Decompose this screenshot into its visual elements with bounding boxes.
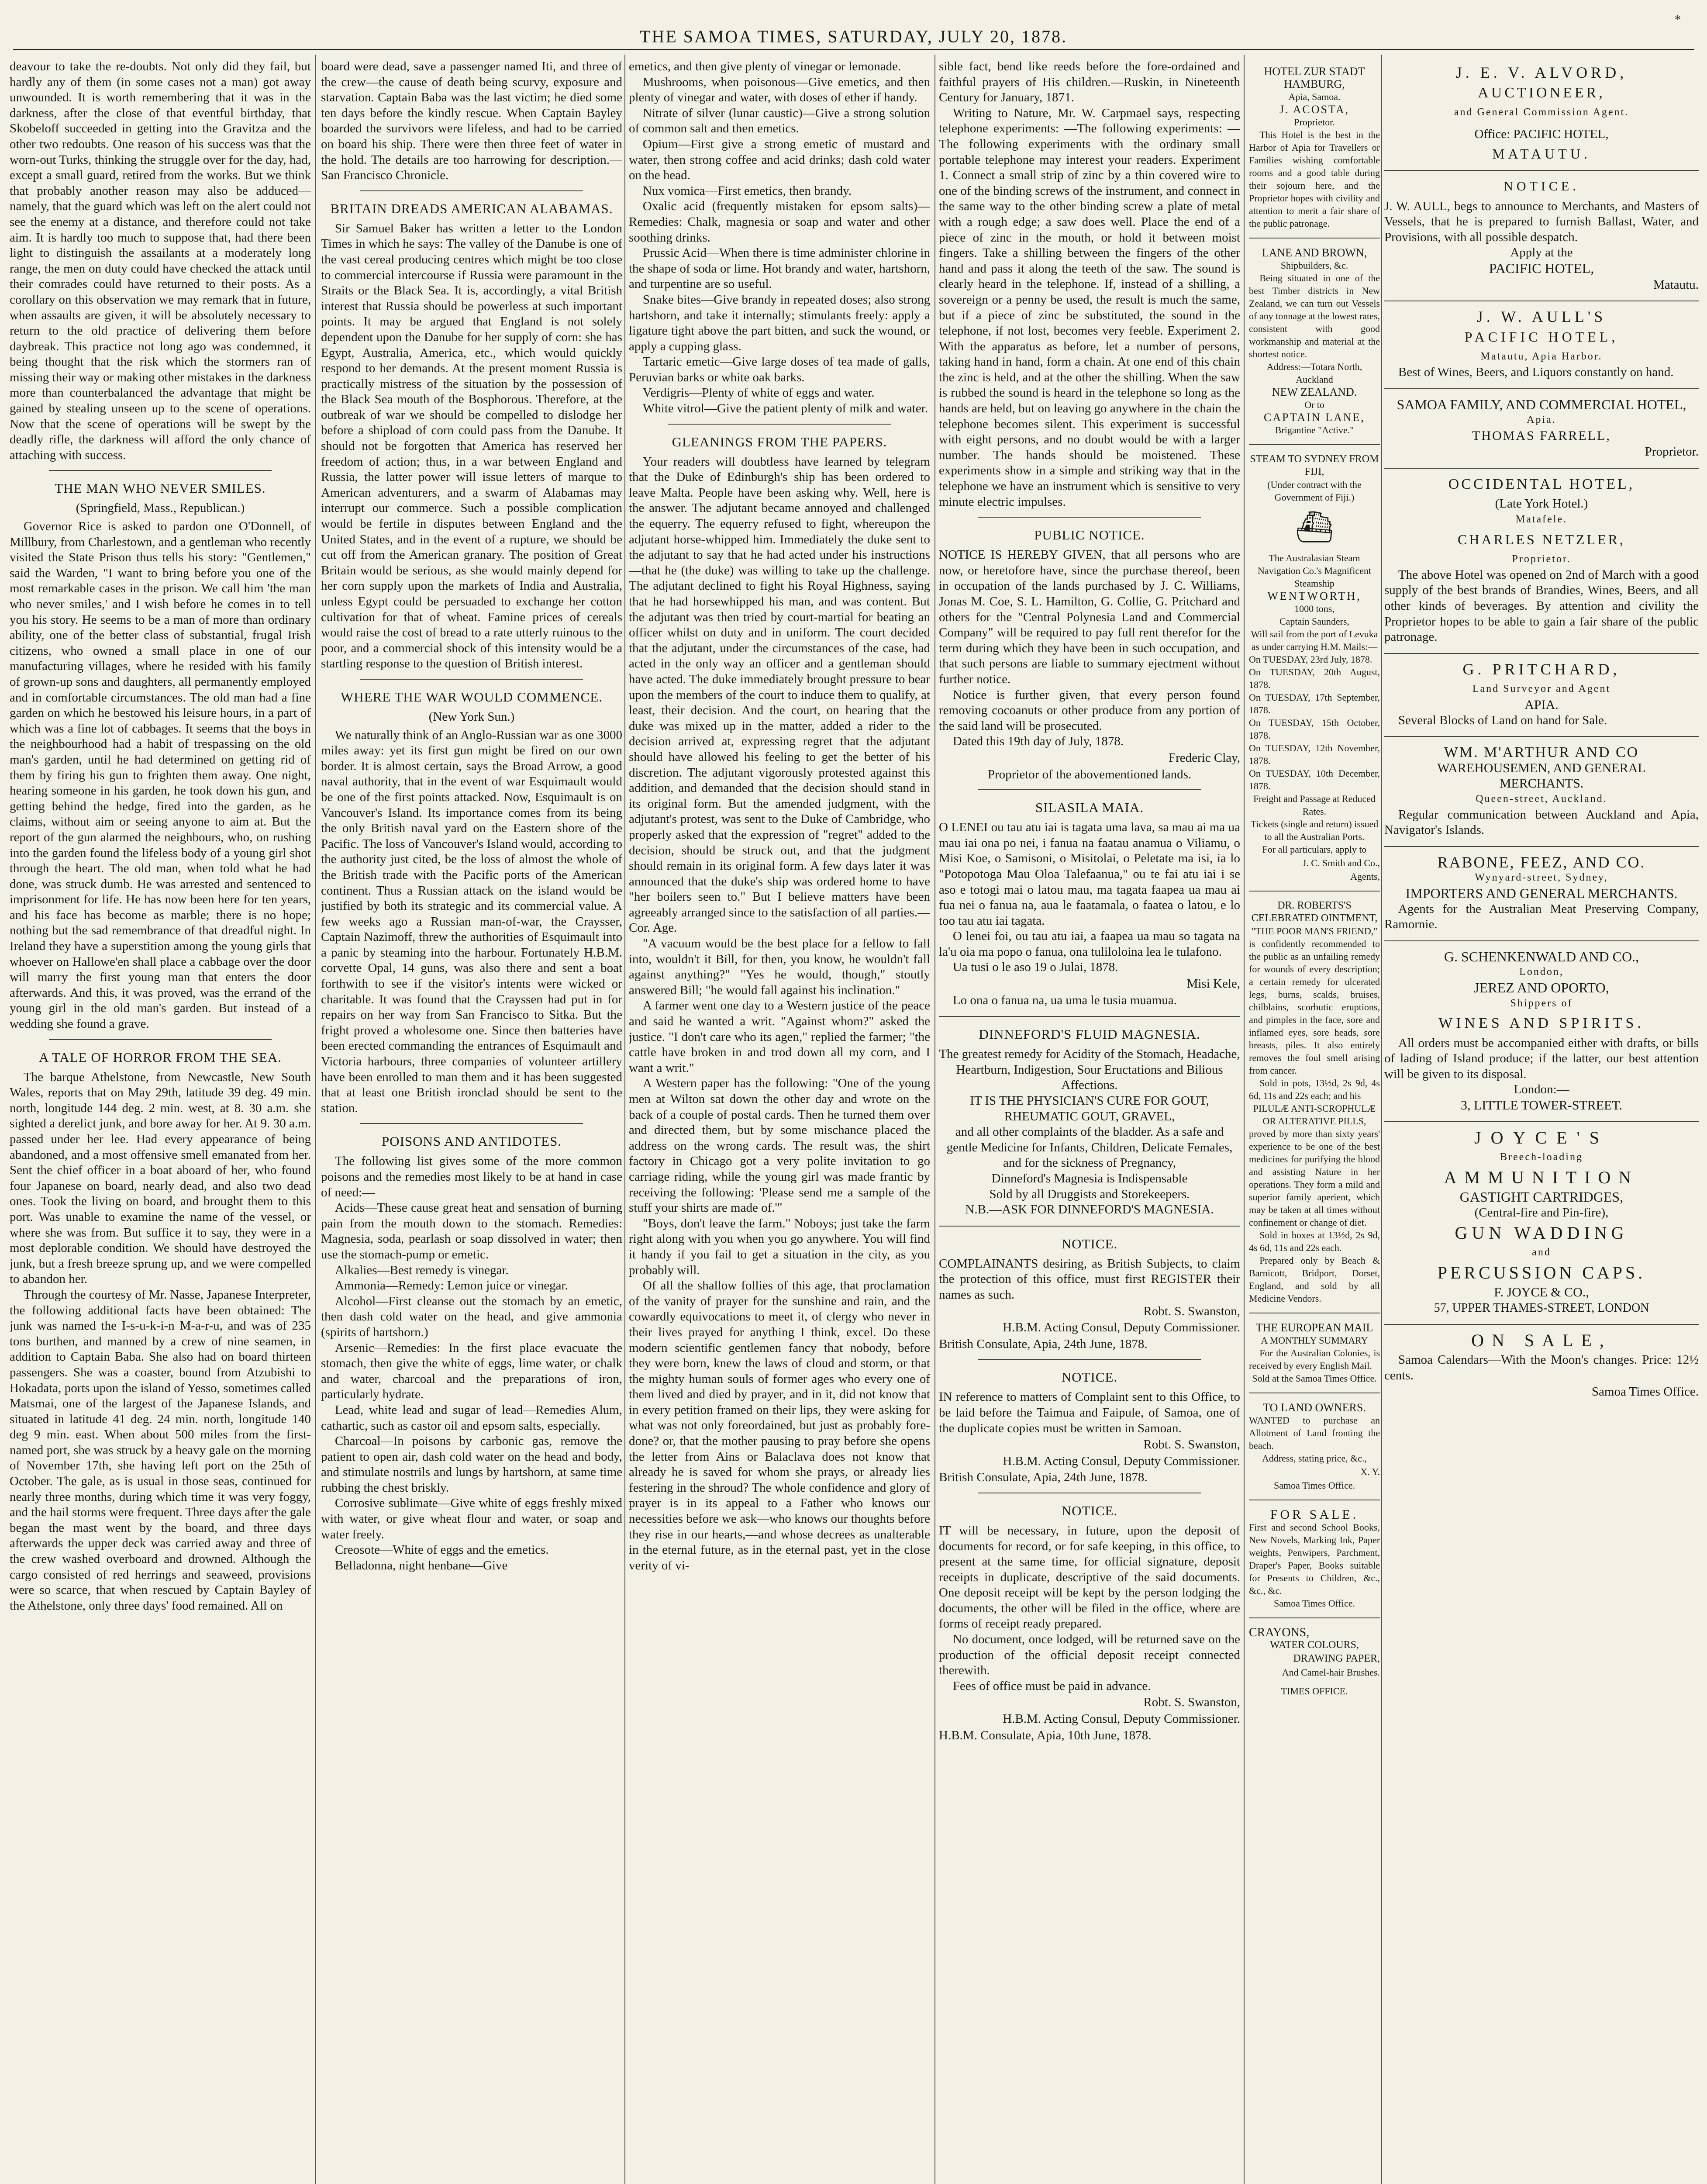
advert-role: Proprietor.: [1645, 445, 1699, 459]
advert-name: J. ACOSTA,: [1279, 103, 1350, 116]
divider: [1384, 736, 1699, 737]
advert-steam-sydney: [1249, 453, 1380, 883]
notice-signature: Robt. S. Swanston,: [1143, 1304, 1240, 1318]
article-text: Creosote—White of eggs and the emetics.: [335, 1543, 549, 1557]
advert-name: CAPTAIN LANE,: [1264, 411, 1365, 424]
advert-text: Matautu.: [1653, 277, 1699, 292]
advert-role: Proprietor.: [1294, 117, 1335, 128]
article-text: emetics, and then give plenty of vinegar or lemonade.: [629, 59, 901, 73]
advert-rabone-feez: [1384, 855, 1699, 933]
advert-title: J. W. AULL'S: [1476, 308, 1607, 326]
advert-subtitle: AUCTIONEER,: [1478, 84, 1605, 101]
advert-subtitle: (Late York Hotel.): [1495, 497, 1588, 511]
advert-name: THOMAS FARRELL,: [1472, 428, 1611, 443]
article-text: Tartaric emetic—Give large doses of tea made of galls, Peruvian barks or white oak barks.: [629, 355, 930, 384]
article-heading: POISONS AND ANTIDOTES.: [381, 1133, 562, 1149]
article-text: Through the courtesy of Mr. Nasse, Japanese Interpreter, the following additional facts have been obtained: The junk was named the I-s-u-k-i-n M-a-r-u, and was of 235 tons burthen, and manned by a crew of nine seamen, in addition to Captain Baba. She also had on board thirteen passengers. She was a coaster, bound from Atzubishi to Hokadata, ports upon the island of Yesso, sometimes called Matsmai, one of the largest of the Japanese Islands, and situated in latitude 41 deg. 24 min. north, longitude 140 deg 9 min. east. When about 500 miles from the first-named port, she was struck by a heavy gale on the morning of November 17th, she having left port on the 25th of October. The gale, as is usual in those seas, continued for nearly three months, during which time it was very foggy, and the hail storms were frequent. Three days after the gale began the mast went by the board, and three days afterwards the upper deck was carried away and three of the crew washed overboard and drowned. Although the cargo consisted of red herrings and seaweed, provisions were so scarce, that when rescued by Captain Bayley of the Athelstone, only three days' food remained. All on: [10, 1287, 311, 1613]
notice-signature: Robt. S. Swanston,: [1143, 1695, 1240, 1710]
advert-text: Sold in pots, 13½d, 2s 9d, 4s 6d, 11s and 22s each; and his: [1249, 1078, 1380, 1101]
advert-role: Proprietor.: [1512, 553, 1571, 565]
article-text: A farmer went one day to a Western justice of the peace and said he wanted a writ. "Against whom?" asked the justice. "I don't care who its agen," replied the farmer; "the cattle have broken in and trod down all my corn, and I want a writ.": [629, 999, 930, 1075]
divider: [360, 190, 583, 191]
notice-text: Lo ona o fanua na, ua uma le tusia muamua.: [952, 993, 1177, 1007]
article-text: The following list gives some of the more common poisons and the remedies most likely to be at hand in case of need:—: [321, 1154, 622, 1199]
advert-text: Captain Saunders,: [1279, 616, 1350, 627]
advert-text: PACIFIC HOTEL,: [1489, 260, 1594, 276]
advert-joyce-cartridges: [1384, 1127, 1699, 1316]
divider: [360, 679, 583, 680]
article-text: Prussic Acid—When there is time administer chlorine in the shape of soda or lime. Hot brandy and water, hartshorn, and turpentine are so useful.: [629, 246, 930, 291]
advert-text: Brigantine "Active.": [1275, 425, 1354, 435]
advert-text: This Hotel is the best in the Harbor of Apia for Travellers or Families wishing comfortable rooms and a good table during their sojourn here, and the Proprietor hopes with civility and attention to merit a fair share of the public patronage.: [1249, 129, 1380, 229]
notice-signature: Misi Kele,: [1186, 977, 1240, 991]
advert-title: G. PRITCHARD,: [1462, 660, 1621, 678]
notice-text: IN reference to matters of Complaint sent to this Office, to be laid before the Taimua and Faipule, of Samoa, one of the duplicate copies must be written in Samoan.: [939, 1390, 1240, 1435]
advert-subtitle: PILULÆ ANTI-SCROPHULÆ OR ALTERATIVE PILLS,: [1253, 1103, 1376, 1127]
advert-title: FOR SALE.: [1270, 1507, 1359, 1522]
article-heading: BRITAIN DREADS AMERICAN ALABAMAS.: [330, 200, 613, 216]
advert-text: X. Y.: [1360, 1466, 1380, 1477]
advert-subtitle: PERCUSSION CAPS.: [1437, 1262, 1646, 1282]
masthead-rule: [13, 49, 1694, 50]
advert-address: Wynyard-street, Sydney,: [1475, 872, 1608, 884]
advert-text: For the Australian Colonies, is received by every English Mail.: [1249, 1348, 1380, 1371]
advert-text: and: [1532, 1247, 1551, 1258]
advert-location: Matafele.: [1515, 514, 1568, 525]
divider: [1384, 468, 1699, 469]
advert-text: Tickets (single and return) issued to all the Australian Ports.: [1250, 819, 1379, 842]
advert-title: RABONE, FEEZ, AND CO.: [1437, 853, 1646, 871]
advert-agent: J. C. Smith and Co.,: [1302, 857, 1380, 868]
masthead: THE SAMOA TIMES, SATURDAY, JULY 20, 1878.: [639, 27, 1068, 46]
advert-agent: Agents,: [1350, 871, 1380, 882]
notice-text: British Consulate, Apia, 24th June, 1878.: [939, 1337, 1148, 1351]
column-6: [1384, 59, 1699, 2184]
notice-signature: H.B.M. Acting Consul, Deputy Commissioner.: [1003, 1712, 1240, 1726]
sailing-date: On TUESDAY, 20th August, 1878.: [1249, 667, 1380, 690]
notice-signature: Robt. S. Swanston,: [1143, 1438, 1240, 1452]
article-heading: A TALE OF HORROR FROM THE SEA.: [38, 1049, 282, 1065]
advert-text: Address, stating price, &c.,: [1262, 1453, 1367, 1464]
advert-text: Prepared only by Beach & Barnicott, Bridport, Dorset, England, and sold by all Medicine Vendors.: [1249, 1255, 1380, 1304]
advert-text: All orders must be accompanied either with drafts, or bills of lading of Island produce; if the latter, our best attention will be given to its disposal.: [1384, 1036, 1699, 1081]
advert-text: and General Commission Agent.: [1454, 107, 1629, 118]
column-divider: [1381, 55, 1382, 2184]
advert-text: WATER COLOURS,: [1269, 1639, 1359, 1651]
article-text: A Western paper has the following: "One of the young men at Wilton sat down the other day and wrote on the back of a couple of postal cards. Then he turned them over and directed them, but by some mischance placed the address on the wrong cards. The result was, the shirt factory in Chicago got a very polite invitation to go carriage riding, while the young girl was made frantic by receiving the following: 'Please send me a sample of the stuff your shirts are made of.'": [629, 1076, 930, 1215]
advert-subtitle: MERCHANTS.: [1499, 776, 1584, 791]
divider: [1384, 388, 1699, 389]
notice-heading: NOTICE.: [1061, 1503, 1118, 1518]
advert-text: Samoa Calendars—With the Moon's changes. Price: 12½ cents.: [1384, 1353, 1699, 1382]
article-text: Charcoal—In poisons by carbonic gas, remove the patient to open air, dash cold water on the head and body, and stimulate nostrils and lungs by hartshorn, at same time rubbing the chest briskly.: [321, 1434, 622, 1495]
advert-subtitle: JEREZ AND OPORTO,: [1474, 979, 1609, 995]
notice-text: No document, once lodged, will be returned save on the production of the official deposit receipt connected therewith.: [939, 1632, 1240, 1678]
article-text: Arsenic—Remedies: In the first place evacuate the stomach, then give the white of eggs, lime water, or chalk and water, charcoal and the preparations of iron, particularly hydrate.: [321, 1341, 622, 1402]
divider: [939, 1226, 1240, 1227]
advert-text: is confidently recommended to the public as an unfailing remedy for wounds of every description; a certain remedy for ulcerated legs, burns, scalds, bruises, chilblains, scorbutic eruptions, and pimples in the face, sore and inflamed eyes, sore heads, sore breasts, piles. It also entirely removes the foul smell arising from cancer.: [1249, 938, 1380, 1076]
column-1: [10, 59, 311, 2184]
article-text: Your readers will doubtless have learned by telegram that the Duke of Edinburgh's ship has been ordered to leave Malta. People have been asking why. Well, here is the answer. The adjutant became annoyed and challenged the equerry. The equerry refused to fight, whereupon the adjutant horse-whipped him. Immediately the duke sent to the adjutant to say that he had acted under his instructions—that he (the duke) was willing to take up the challenge. The adjutant declined to fight his Royal Highness, saying that he had horsewhipped his man, and was content. But the adjutant was then tried by court-martial for beating an officer whilst on duty and in uniform. The court decided that the adjutant, under the circumstances of the case, had acted in the only way an officer and a gentleman should have acted. The duke immediately brought pressure to bear upon the members of the court to induce them to qualify, at least, their decision. And the court, on hearing that the duke was mixed up in the matter, added a rider to the decision arrived at, expressing regret that the adjutant should have allowed his feeling to get the better of his discretion. The adjutant vigorously protested against this addition, and demanded that the decision should stand in its original form. But the amended judgment, with the adjutant's protest, was sent to the Duke of Cambridge, who properly asked that the expression of "regret" added to the decision, should be struck out, and that the judgment should remain in its original form. A few days later it was announced that the duke's ship was ordered home to have "her boilers seen to." But I believe matters have been agreeably arranged since to the satisfaction of all parties.—Cor. Age.: [629, 454, 930, 935]
advert-text: and all other complaints of the bladder. As a safe and gentle Medicine for Infants, Children, Delicate Females, and for the sickness of Pregnancy,: [946, 1125, 1233, 1170]
advert-text: For all particulars, apply to: [1262, 844, 1367, 855]
notice-signature: H.B.M. Acting Consul, Deputy Commissioner.: [1003, 1454, 1240, 1468]
advert-aull-notice: [1384, 179, 1699, 293]
article-text: We naturally think of an Anglo-Russian war as one 3000 miles away: yet its first gun might be fired on our own border. It is almost certain, says the Broad Arrow, a good naval authority, that in the event of war Esquimault would be one of the first points attacked. Now, Esquimault is on Vancouver's Island. Its importance comes from its being the only British naval yard on the Eastern shore of the Pacific. The loss of Vancouver's Island would, according to the authority just cited, be the loss of almost the whole of the British trade with the Pacific ports of the American continent. Thus a Russian attack on the island would be justified by both its strategic and its commercial value. A few weeks ago a Russian man-of-war, the Craysser, Captain Nazimoff, threw the authorities of Esquimault into a panic by steaming into the harbour. Fortunately H.B.M. corvette Opal, 14 guns, was also there and sent a boat forthwith to see if the visitor's intents were wicked or charitable. It was found that the Crayssen had put in for repairs on her way from San Francisco to Sitka. But the fright proved a wholesome one. Since then batteries have been erected commanding the entrances of Esquimault and Victoria harbours, three companies of volunteer artillery have been enrolled to man them and it has been suggested that at least one British ironclad should be sent to the station.: [321, 728, 622, 1115]
advert-name: CHARLES NETZLER,: [1458, 531, 1625, 547]
advert-location: Apia, Samoa.: [1288, 91, 1341, 102]
advert-address: NEW ZEALAND.: [1272, 386, 1357, 398]
divider: [1384, 170, 1699, 171]
advert-text: DRAWING PAPER,: [1293, 1653, 1380, 1664]
advert-dr-roberts: [1249, 899, 1380, 1305]
advert-text: Sold by all Druggists and Storekeepers.: [989, 1187, 1190, 1201]
advert-text: The greatest remedy for Acidity of the Stomach, Headache, Heartburn, Indigestion, Sour Eructations and Bilious Affections.: [939, 1047, 1240, 1092]
advert-subtitle: "THE POOR MAN'S FRIEND,": [1251, 926, 1378, 936]
advert-text: Sold in boxes at 13½d, 2s 9d, 4s 6d, 11s and 22s each.: [1249, 1230, 1380, 1253]
advert-text: Freight and Passage at Reduced Rates.: [1253, 793, 1376, 817]
article-heading: GLEANINGS FROM THE PAPERS.: [672, 434, 887, 449]
article-text: sible fact, bend like reeds before the fore-ordained and faithful prayers of His children.—Ruskin, in Nineteenth Century for January, 1871.: [939, 59, 1240, 105]
advert-text: The above Hotel was opened on 2nd of March with a good supply of the best brands of Brandies, Wines, Beers, and all other kinds of beverages. By attention and civility the Proprietor hopes to be able to gain a fair share of the public patronage.: [1384, 567, 1699, 644]
notice-text: NOTICE IS HEREBY GIVEN, that all persons who are now, or heretofore have, since the purchase thereof, been in occupation of the lands purchased by J. C. Williams, Jonas M. Coe, S. L. Hamilton, G. Collie, G. Pritchard and others for the "Central Polynesia Land and Commercial Company" will be required to pay full rent therefor for the term during which they have been in such occupation, and that such persons are liable to summary ejectment without further notice.: [939, 548, 1240, 686]
divider: [1384, 653, 1699, 654]
notice-signature: Frederic Clay,: [1168, 750, 1240, 765]
advert-text: The Australasian Steam Navigation Co.'s Magnificent Steamship: [1258, 553, 1371, 589]
divider: [360, 1123, 583, 1124]
divider: [1249, 891, 1380, 892]
notice-text: O LENEI ou tau atu iai is tagata uma lava, sa mau ai ma ua mau iai ona po nei, i fanua na faatau anamua o Viliamu, o Misi Koe, o Samisoni, o Misitolai, o Peletate ma isi, ia lo "Potopotoga Mau Oloa Talefaanua," ou te fai atu iai i se aso e totogi mai o latou mau, ma tagata faapea ua mau ai fua nei o fanua na, aua le faatamala, o faatea o latou, e lo too tau atu iai tagata.: [939, 820, 1240, 928]
advert-text: Apply at the: [1510, 245, 1573, 260]
notice-text: Dated this 19th day of July, 1878.: [952, 734, 1124, 749]
advert-subtitle: IMPORTERS AND GENERAL MERCHANTS.: [1405, 885, 1678, 901]
column-divider: [315, 55, 316, 2184]
article-source: (Springfield, Mass., Republican.): [76, 501, 245, 515]
article-text: Opium—First give a strong emetic of mustard and water, then strong coffee and acid drinks; dash cold water on the head.: [629, 137, 930, 183]
advert-for-sale: [1249, 1508, 1380, 1610]
advert-text: Shippers of: [1510, 997, 1573, 1009]
article-text: Nitrate of silver (lunar caustic)—Give a strong solution of common salt and then emetics.: [629, 106, 930, 136]
advert-occidental-hotel: [1384, 477, 1699, 645]
divider: [1384, 1121, 1699, 1122]
article-text: Alkalies—Best remedy is vinegar.: [335, 1263, 509, 1277]
advert-text: (Central-fire and Pin-fire),: [1474, 1206, 1609, 1220]
column-2: [321, 59, 622, 2184]
advert-subtitle: GUN WADDING: [1455, 1223, 1628, 1243]
article-text: Oxalic acid (frequently mistaken for epsom salts)—Remedies: Chalk, magnesia or soap and water and other soothing drinks.: [629, 199, 930, 245]
article-text: Nux vomica—First emetics, then brandy.: [642, 183, 852, 198]
advert-text: Agents for the Australian Meat Preserving Company, Ramornie.: [1384, 902, 1699, 932]
article-heading: WHERE THE WAR WOULD COMMENCE.: [341, 689, 603, 705]
divider: [978, 789, 1201, 790]
advert-lane-brown: [1249, 246, 1380, 436]
advert-text: Sold at the Samoa Times Office.: [1252, 1373, 1377, 1384]
advert-subtitle: GASTIGHT CARTRIDGES,: [1459, 1189, 1624, 1205]
notice-heading: NOTICE.: [1061, 1369, 1118, 1385]
notice-text: Notice is further given, that every person found removing cocoanuts or other produce from any portion of the said land will be prosecuted.: [939, 688, 1240, 733]
notice-text: O lenei foi, ou tau atu iai, a faapea ua mau so tagata na la'u oia ma popo o fanua, ona tuliloloina lea le tulafono.: [939, 929, 1240, 959]
advert-text: Will sail from the port of Levuka as under carrying H.M. Mails:—: [1251, 629, 1378, 652]
sailing-date: On TUESDAY, 17th September, 1878.: [1249, 692, 1380, 715]
divider: [1384, 846, 1699, 847]
advert-text: 1000 tons,: [1294, 603, 1335, 614]
advert-text: London:—: [1514, 1082, 1569, 1097]
article-text: Mushrooms, when poisonous—Give emetics, and then plenty of vinegar and water, with doses of ether if handy.: [629, 75, 930, 105]
article-text: Governor Rice is asked to pardon one O'Donnell, of Millbury, from Charlestown, and a gentleman who recently visited the State Prison thus tells his story: "Gentlemen," said the Warden, "I want to bring before you one of the most remarkable cases in the prison. We call him 'the man who never smiles,' and I wish before he comes in to tell you his story. He seems to be a man of more than ordinary ability, one of the better class of substantial, frugal Irish citizens, who owned a small place in one of our manufacturing villages, where he resided with his family of grown-up sons and daughters, all permanently employed and in comfortable circumstances. The old man had a fine garden on which he bestowed his leisure hours, in a part of which was a fine lot of cabbages. It seems that the boys in the neighbourhood had a habit of trespassing on the old man's garden, until he had determined on getting rid of them by firing his gun to frighten them away. One night, hearing someone in his garden, he took down his gun, and getting behind the hedge, fired into the garden, as he claims, without aim or seeing anyone to aim at. But the report of the gun alarmed the neighbours, who, on rushing into the garden found the lifeless body of a young girl shot through the heart. The old man, when told what he had done, was struck dumb. He was arrested and sentenced to imprisonment for life. He has now been here for ten years, and his face has become as marble; there is no hope; nothing but the sad remembrance of that dreadful night. In Ireland they have a superstition among the young girls that whoever on Hallowe'en shall place a cabbage over the door will marry the first young man that enters the door afterwards. And this, it was proved, was the errand of the young girl in the old man's garden. But instead of a wedding she found a grave.: [10, 519, 311, 1031]
advert-subtitle: (Under contract with the Government of Fiji.): [1267, 479, 1362, 503]
advert-text: WANTED to purchase an Allotment of Land fronting the beach.: [1249, 1415, 1380, 1451]
article-text: Ammonia—Remedy: Lemon juice or vinegar.: [335, 1279, 568, 1293]
advert-text: Or to: [1304, 399, 1324, 410]
advert-subtitle: AMMUNITION: [1444, 1167, 1639, 1187]
advert-title: CRAYONS,: [1249, 1626, 1310, 1639]
notice-text: Fees of office must be paid in advance.: [952, 1679, 1151, 1693]
article-text: Acids—These cause great heat and sensation of burning pain from the mouth down to the stomach. Remedies: Magnesia, soda, pearlash or soap dissolved in water; then use the stomach-pump or emetic.: [321, 1201, 622, 1261]
advert-crayons: [1249, 1626, 1380, 1697]
advert-title: HOTEL ZUR STADT HAMBURG,: [1264, 65, 1365, 90]
advert-address: 3, LITTLE TOWER-STREET.: [1461, 1098, 1622, 1113]
advert-text: Samoa Times Office.: [1274, 1480, 1355, 1491]
advert-address: Address:—Totara North, Auckland: [1266, 361, 1362, 385]
advert-text: First and second School Books, New Novels, Marking Ink, Paper weights, Penwipers, Parchment, Draper's Paper, Books suitable for Presents to Children, &c., &c., &c.: [1249, 1522, 1380, 1596]
advert-subtitle: PACIFIC HOTEL,: [1464, 328, 1619, 345]
article-text: Snake bites—Give brandy in repeated doses; also strong hartshorn, and take it internally; stimulants freely: apply a ligature tight above the part bitten, and suck the wound, or apply a cupping glass.: [629, 292, 930, 353]
advert-title: STEAM TO SYDNEY FROM FIJI,: [1250, 453, 1379, 477]
advert-location: APIA.: [1524, 698, 1559, 712]
advert-subtitle: Shipbuilders, &c.: [1280, 260, 1348, 271]
column-3: [629, 59, 930, 2184]
article-text: Corrosive sublimate—Give white of eggs freshly mixed with water, or give wheat flour and water, or soap and water freely.: [321, 1496, 622, 1541]
advert-title: G. SCHENKENWALD AND CO.,: [1444, 948, 1639, 964]
notice-text: H.B.M. Consulate, Apia, 10th June, 1878.: [939, 1728, 1152, 1742]
sailing-date: On TUESDAY, 23rd July, 1878.: [1249, 654, 1372, 665]
divider: [49, 1039, 272, 1040]
advert-title: ON SALE,: [1471, 1330, 1612, 1350]
advert-text: IT IS THE PHYSICIAN'S CURE FOR GOUT, RHEUMATIC GOUT, GRAVEL,: [970, 1094, 1209, 1123]
advert-subtitle: WAREHOUSEMEN, AND GENERAL: [1437, 760, 1646, 775]
steamship-icon: ⛴: [1295, 511, 1334, 544]
article-text: Lead, white lead and sugar of lead—Remedies Alum, cathartic, such as castor oil and epsom salts, especially.: [321, 1403, 622, 1433]
notice-heading: PUBLIC NOTICE.: [1034, 527, 1145, 543]
advert-title: TO LAND OWNERS.: [1263, 1401, 1366, 1414]
advert-schenkenwald: [1384, 949, 1699, 1113]
advert-text: TIMES OFFICE.: [1281, 1686, 1348, 1697]
advert-title: DR. ROBERTS'S CELEBRATED OINTMENT,: [1251, 900, 1378, 924]
advert-subtitle: WINES AND SPIRITS.: [1438, 1015, 1645, 1032]
advert-mcarthur: [1384, 745, 1699, 838]
advert-subtitle: A MONTHLY SUMMARY: [1261, 1335, 1368, 1346]
sailing-date: On TUESDAY, 12th November, 1878.: [1249, 743, 1380, 766]
article-text: Belladonna, night henbane—Give: [335, 1558, 508, 1572]
advert-text: Samoa Times Office.: [1274, 1598, 1355, 1609]
column-4: [939, 59, 1240, 2184]
divider: [978, 517, 1201, 518]
article-text: Sir Samuel Baker has written a letter to the London Times in which he says: The valley of the Danube is one of the vast cereal producing centres which might be too close to commercial intercourse if Russia were paramount in the Straits or the Black Sea. It is, accordingly, a vital British interest that Russia should be powerless at such important points. It may be argued that England is not solely dependent upon the Danube for her supply of corn: she has Egypt, Australia, America, etc., which would quickly respond to her demands. At the present moment Russia is practically mistress of the situation by the possession of the Black Sea mouth of the Bosphorous. Therefore, at the outbreak of war we should be compelled to dislodge her before a shipload of corn could pass from the Danube. It should not be forgotten that America has reserved her freedom of action; thus, in a war between England and Russia, the latter power will issue letters of marque to American adventurers, and a swarm of Alabamas may interrupt our commerce. Such a possible complication would be fertile in disputes between England and the United States, and in the event of a rupture, we should be cut off from the American granary. The position of Great Britain would be serious, as she would mainly depend for her corn supply upon the markets of India and Australia, unless Egypt could be persuaded to exchange her cotton cultivation for that of wheat. Famine prices of cereals would raise the cost of bread to a rate utterly ruinous to the poor, and a commercial shock of this intensity would be a startling response to the question of British interest.: [321, 221, 622, 671]
advert-text: Regular communication between Auckland and Apia, Navigator's Islands.: [1384, 807, 1699, 837]
advert-title: J. E. V. ALVORD,: [1455, 64, 1628, 81]
notice-text: Ua tusi o le aso 19 o Julai, 1878.: [952, 960, 1118, 975]
divider: [939, 1016, 1240, 1017]
divider: [1384, 1324, 1699, 1325]
advert-on-sale: [1384, 1330, 1699, 1400]
advert-location: Apia.: [1527, 414, 1556, 426]
article-text: Verdigris—Plenty of white of eggs and water.: [642, 386, 875, 400]
advert-ship-name: WENTWORTH,: [1267, 590, 1362, 602]
advert-title: WM. M'ARTHUR AND CO: [1444, 744, 1639, 761]
advert-text: Breech-loading: [1500, 1151, 1583, 1163]
article-text: Alcohol—First cleanse out the stomach by an emetic, then dash cold water on the head, and give ammonia (spirits of hartshorn.): [321, 1294, 622, 1339]
notice-text: IT will be necessary, in future, upon the deposit of documents for record, or for safe keeping, in this office, to present at the same time, for official signature, deposit receipts in duplicate, descriptive of the said documents. One deposit receipt will be kept by the person lodging the documents, the other will be filed in the office, where are forms of receipt ready prepared.: [939, 1523, 1240, 1631]
advert-text: Dinneford's Magnesia is Indispensable: [991, 1171, 1188, 1185]
advert-text: Several Blocks of Land on hand for Sale.: [1398, 713, 1607, 727]
advert-text: proved by more than sixty years' experience to be one of the best medicines for purifying the blood and assisting Nature in her operations. They form a mild and superior family aperient, which may be taken at all times without confinement or change of diet.: [1249, 1128, 1380, 1228]
notice-heading: NOTICE.: [1061, 1236, 1118, 1251]
advert-title: SAMOA FAMILY, AND COMMERCIAL HOTEL,: [1397, 396, 1686, 412]
article-text: "Boys, don't leave the farm." Noboys; just take the farm right along with you when you go anywhere. You will find it handy if you fail to get a situation in the city, as you probably will.: [629, 1216, 930, 1277]
article-source: (New York Sun.): [428, 709, 515, 724]
article-heading: THE MAN WHO NEVER SMILES.: [55, 480, 266, 496]
advert-alvord: [1384, 65, 1699, 162]
advert-european-mail: [1249, 1321, 1380, 1385]
advert-heading: DINNEFORD'S FLUID MAGNESIA.: [979, 1026, 1200, 1042]
advert-pacific-hotel: [1384, 309, 1699, 380]
advert-text: Office: PACIFIC HOTEL,: [1474, 127, 1609, 141]
notice-heading: SILASILA MAIA.: [1035, 800, 1144, 816]
divider: [978, 1359, 1201, 1360]
advert-title: JOYCE'S: [1474, 1127, 1609, 1147]
advert-title: NOTICE.: [1504, 179, 1579, 194]
advert-text: Samoa Times Office.: [1591, 1385, 1699, 1399]
article-text: deavour to take the re-doubts. Not only did they fail, but hardly any of them (in some cases not a man) got away unwounded. It is worth remembering that it was in the darkness, after the close of that eventful birthday, that Skobeloff succeeded in getting into the Gravitza and the other two redoubts. One reason of his success was that the worn-out Turks, thinking the struggle over for the day, had, except a small guard, retired from the works. But we think that probably another reason may also be adduced—namely, that the guard which was left on the alert could not see the enemy at a distance, and therefore could not take aim. It is hardly too much to suppose that, had there been light to distinguish the assailants at a moderately long range, the men on duty could have checked the attack until their comrades could have returned to their posts. As a corollary on this observation we may remark that in future, when assaults are given, it will be absolutely necessary to return to the old practice of delivering them before daybreak. This practice not long ago was condemned, it being thought that the risk which the stormers ran of missing their way or making other mistakes in the darkness more than counterbalanced the advantage that might be gained by stealing unseen up to the scene of operations. Now that the scene of operations will be swept by the deadly rifle, the darkness will afford the only chance of attaching with success.: [10, 59, 311, 462]
advert-text: N.B.—ASK FOR DINNEFORD'S MAGNESIA.: [965, 1203, 1214, 1217]
advert-title: OCCIDENTAL HOTEL,: [1448, 476, 1635, 492]
column-divider: [1244, 55, 1245, 2184]
advert-samoa-family-hotel: [1384, 397, 1699, 460]
advert-location: MATAUTU.: [1492, 146, 1591, 162]
notice-signature: H.B.M. Acting Consul, Deputy Commissioner.: [1003, 1320, 1240, 1335]
advert-address: Queen-street, Auckland.: [1476, 793, 1607, 805]
advert-title: THE EUROPEAN MAIL: [1255, 1321, 1373, 1334]
notice-signature: Proprietor of the abovementioned lands.: [987, 767, 1192, 781]
article-text: board were dead, save a passenger named Iti, and three of the crew—the cause of death being scurvy, exposure and starvation. Captain Baba was the last victim; he died some ten days before the kindly rescue. When Captain Bayley boarded the survivors were lifeless, and had to be carried on board his ship. There were then three feet of water in the hold. The details are too harrowing for description.—San Francisco Chronicle.: [321, 59, 622, 183]
advert-subtitle: Land Surveyor and Agent: [1472, 683, 1611, 695]
divider: [1384, 940, 1699, 941]
divider: [1249, 444, 1380, 445]
advert-location: Matautu, Apia Harbor.: [1480, 351, 1603, 363]
article-text: "A vacuum would be the best place for a fellow to fall into, wouldn't it Bill, for then, you know, he wouldn't fall against anything?" "Yes he would, though," stoutly answered Bill; "he would fall against his inclination.": [629, 936, 930, 997]
advert-pritchard: [1384, 662, 1699, 728]
article-text: Writing to Nature, Mr. W. Carpmael says, respecting telephone experiments: —The following experiments: —The following experiments with the ordinary small portable telephone may interest your readers. Experiment 1. Connect a small strip of zinc by a thin covered wire to one of the binding screws of the instrument, and connect in the same way to the other binding screw a plate of metal with a rough edge; a saw does well. Place the end of a piece of zinc in the mouth, or hold it between moist fingers. Take a shilling between the fingers of the other hand and pass it along the teeth of the saw. The sound is clearly heard in the telephone. If, instead of a shilling, a sovereign or a penny be used, the result is much the same, but if a piece of zinc be substituted, the sound in the telephone, if not lost, becomes very feeble. Experiment 2. With the apparatus as before, let a number of persons, taking hand in hand, form a chain. At one end of this chain the zinc is held, and at the other the shilling. When the saw is rubbed the sound is heard in the telephone so long as the hands are held, but on leaving go anywhere in the chain the telephone becomes silent. This experiment is successful with eight persons, and no doubt would be with a larger number. The hands should be moistened. These experiments show in a simple and striking way that in the telephone we have an instrument which is sensitive to very minute electric impulses.: [939, 106, 1240, 509]
advert-hotel-hamburg: [1249, 65, 1380, 230]
sailing-date: On TUESDAY, 10th December, 1878.: [1249, 768, 1380, 791]
advert-text: J. W. AULL, begs to announce to Merchants, and Masters of Vessels, that he is prepared to furnish Ballast, Water, and Provisions, with all possible despatch.: [1384, 199, 1699, 244]
advert-title: LANE AND BROWN,: [1262, 246, 1367, 259]
advert-location: London,: [1519, 966, 1564, 978]
advert-text: Best of Wines, Beers, and Liquors constantly on hand.: [1398, 365, 1674, 379]
advert-address: 57, UPPER THAMES-STREET, LONDON: [1434, 1301, 1649, 1315]
divider: [49, 470, 272, 471]
divider: [1249, 1617, 1380, 1618]
advert-land-owners: [1249, 1401, 1380, 1492]
notice-text: COMPLAINANTS desiring, as British Subjects, to claim the protection of this office, must first REGISTER their names as such.: [939, 1256, 1240, 1302]
article-text: The barque Athelstone, from Newcastle, New South Wales, reports that on May 29th, latitude 39 deg. 49 min. north, longitude 144 deg. 2 min. west, at 8. 30 a.m. she sighted a derelict junk, and bore away for her. At 9. 30 a.m. passed under her lee. Had every appearance of being abandoned, and a most offensive smell emanated from her. Sent the chief officer in a boat aboard of her, who found four Japanese on board, nearly dead, and also two dead ones. Took the living on board, and brought them to this port. Was unable to examine the name of the vessel, or where she was from. But suffice it to say, they were in a most deplorable condition. We should have destroyed the junk, but a fresh breeze sprung up, and we were compelled to abandon her.: [10, 1070, 311, 1286]
notice-text: British Consulate, Apia, 24th June, 1878.: [939, 1470, 1148, 1485]
article-text: Of all the shallow follies of this age, that proclamation of the vanity of prayer for the sunshine and rain, and the cowardly equivocations to meet it, of clergy who never in their lives prayed for anything I think, excel. Do these modern scientific gentlemen fancy that nobody, before they were born, knew the laws of cloud and storm, or that the mighty human souls of former ages who every one of them lived and died by prayer, and in it, did not know that in every petition framed on their lips, they were asking for what was not only foreordained, but just as probably fore-done? or, that the mother pausing to pray before she opens the letter from Ains or Balaclava does not know that already he is saved for whom she prays, or already lies festering in the shroud? The whole confidence and glory of prayer is in its appeal to a Father who knows our necessities before we ask—who knows our thoughts before they rise in our hearts,—and whose decrees as unalterable in the eternal future, as in the eternal past, yet in the close verity of vi-: [629, 1279, 930, 1572]
article-text: White vitrol—Give the patient plenty of milk and water.: [642, 401, 928, 416]
column-5: [1249, 59, 1380, 2184]
advert-text: Being situated in one of the best Timber districts in New Zealand, we can turn out Vessels of any tonnage at the lowest rates, consistent with good workmanship and material at the shortest notice.: [1249, 273, 1380, 359]
divider: [668, 424, 891, 425]
column-divider: [624, 55, 625, 2184]
advert-name: F. JOYCE & CO.,: [1494, 1285, 1589, 1300]
sailing-date: On TUESDAY, 15th October, 1878.: [1249, 717, 1380, 741]
advert-text: And Camel-hair Brushes.: [1282, 1667, 1380, 1678]
folio-mark: *: [1675, 13, 1681, 27]
